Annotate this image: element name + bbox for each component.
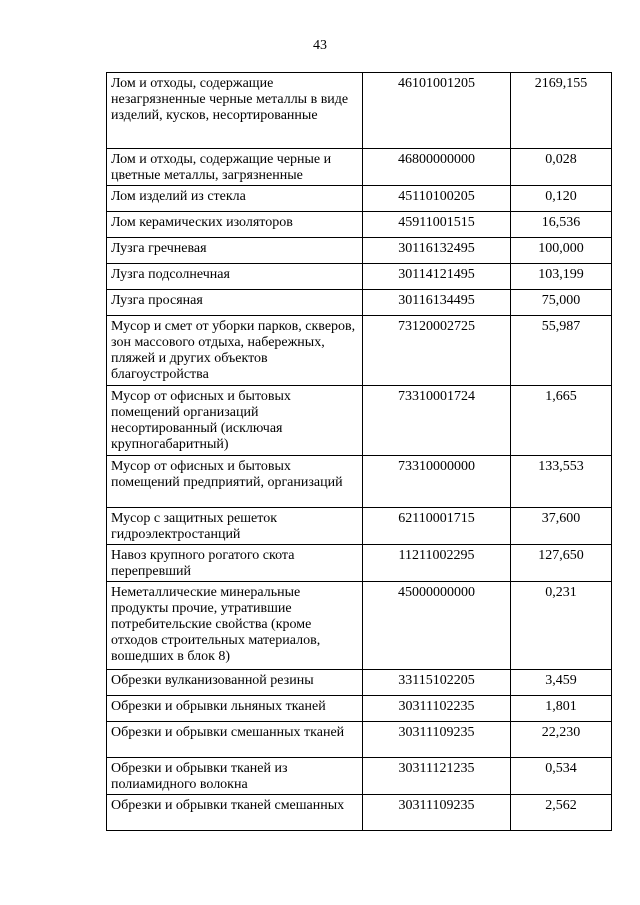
waste-name-cell: Лом изделий из стекла <box>107 186 363 212</box>
waste-code-cell: 11211002295 <box>363 545 511 582</box>
waste-code-cell: 30114121495 <box>363 264 511 290</box>
table-row <box>107 386 612 456</box>
waste-code-cell: 73120002725 <box>363 316 511 386</box>
table-row <box>107 149 612 186</box>
waste-amount-cell: 0,231 <box>511 582 612 670</box>
waste-amount-cell: 37,600 <box>511 508 612 545</box>
waste-name-cell: Лом и отходы, содержащие незагрязненные черные металлы в виде изделий, кусков, несортированные <box>107 73 363 149</box>
waste-code-cell: 30311102235 <box>363 696 511 722</box>
waste-name-cell: Мусор с защитных решеток гидроэлектростанций <box>107 508 363 545</box>
waste-amount-cell: 1,665 <box>511 386 612 456</box>
waste-amount-cell: 3,459 <box>511 670 612 696</box>
waste-name-cell: Мусор и смет от уборки парков, скверов, зон массового отдыха, набережных, пляжей и других объектов благоустройства <box>107 316 363 386</box>
waste-amount-cell: 2169,155 <box>511 73 612 149</box>
waste-amount-cell: 0,028 <box>511 149 612 186</box>
waste-name-cell: Лузга просяная <box>107 290 363 316</box>
waste-amount-cell: 16,536 <box>511 212 612 238</box>
waste-name-cell: Обрезки вулканизованной резины <box>107 670 363 696</box>
waste-name-cell: Навоз крупного рогатого скота перепревший <box>107 545 363 582</box>
waste-code-cell: 73310000000 <box>363 456 511 508</box>
waste-name-cell: Обрезки и обрывки тканей из полиамидного волокна <box>107 758 363 795</box>
waste-code-cell: 33115102205 <box>363 670 511 696</box>
table-row <box>107 238 612 264</box>
table-row <box>107 186 612 212</box>
waste-code-cell: 30311121235 <box>363 758 511 795</box>
waste-amount-cell: 0,120 <box>511 186 612 212</box>
table-row <box>107 264 612 290</box>
waste-name-cell: Лузга подсолнечная <box>107 264 363 290</box>
table-row <box>107 696 612 722</box>
waste-table <box>106 72 612 831</box>
waste-amount-cell: 103,199 <box>511 264 612 290</box>
waste-amount-cell: 133,553 <box>511 456 612 508</box>
waste-name-cell: Лом и отходы, содержащие черные и цветные металлы, загрязненные <box>107 149 363 186</box>
waste-code-cell: 30116134495 <box>363 290 511 316</box>
waste-code-cell: 46800000000 <box>363 149 511 186</box>
waste-name-cell: Лузга гречневая <box>107 238 363 264</box>
table-row <box>107 456 612 508</box>
waste-amount-cell: 127,650 <box>511 545 612 582</box>
table-row <box>107 582 612 670</box>
waste-name-cell: Обрезки и обрывки тканей смешанных <box>107 795 363 831</box>
table-row <box>107 795 612 831</box>
waste-code-cell: 30311109235 <box>363 795 511 831</box>
waste-code-cell: 45000000000 <box>363 582 511 670</box>
waste-amount-cell: 0,534 <box>511 758 612 795</box>
waste-code-cell: 46101001205 <box>363 73 511 149</box>
table-row <box>107 758 612 795</box>
waste-code-cell: 73310001724 <box>363 386 511 456</box>
waste-name-cell: Обрезки и обрывки льняных тканей <box>107 696 363 722</box>
table-row <box>107 722 612 758</box>
waste-amount-cell: 22,230 <box>511 722 612 758</box>
table-row <box>107 508 612 545</box>
table-row <box>107 73 612 149</box>
page-number: 43 <box>313 38 327 53</box>
table-row <box>107 670 612 696</box>
waste-code-cell: 45911001515 <box>363 212 511 238</box>
waste-code-cell: 30116132495 <box>363 238 511 264</box>
waste-code-cell: 45110100205 <box>363 186 511 212</box>
waste-code-cell: 62110001715 <box>363 508 511 545</box>
table-row <box>107 545 612 582</box>
waste-name-cell: Неметаллические минеральные продукты прочие, утратившие потребительские свойства (кроме отходов строительных материалов, вошедших в блок 8) <box>107 582 363 670</box>
waste-name-cell: Мусор от офисных и бытовых помещений организаций несортированный (исключая крупногабаритный) <box>107 386 363 456</box>
waste-amount-cell: 1,801 <box>511 696 612 722</box>
table-body <box>107 73 612 831</box>
waste-code-cell: 30311109235 <box>363 722 511 758</box>
table-row <box>107 290 612 316</box>
table-row <box>107 212 612 238</box>
table-row <box>107 316 612 386</box>
waste-amount-cell: 2,562 <box>511 795 612 831</box>
waste-name-cell: Обрезки и обрывки смешанных тканей <box>107 722 363 758</box>
waste-name-cell: Мусор от офисных и бытовых помещений предприятий, организаций <box>107 456 363 508</box>
waste-amount-cell: 75,000 <box>511 290 612 316</box>
waste-amount-cell: 55,987 <box>511 316 612 386</box>
waste-amount-cell: 100,000 <box>511 238 612 264</box>
waste-name-cell: Лом керамических изоляторов <box>107 212 363 238</box>
